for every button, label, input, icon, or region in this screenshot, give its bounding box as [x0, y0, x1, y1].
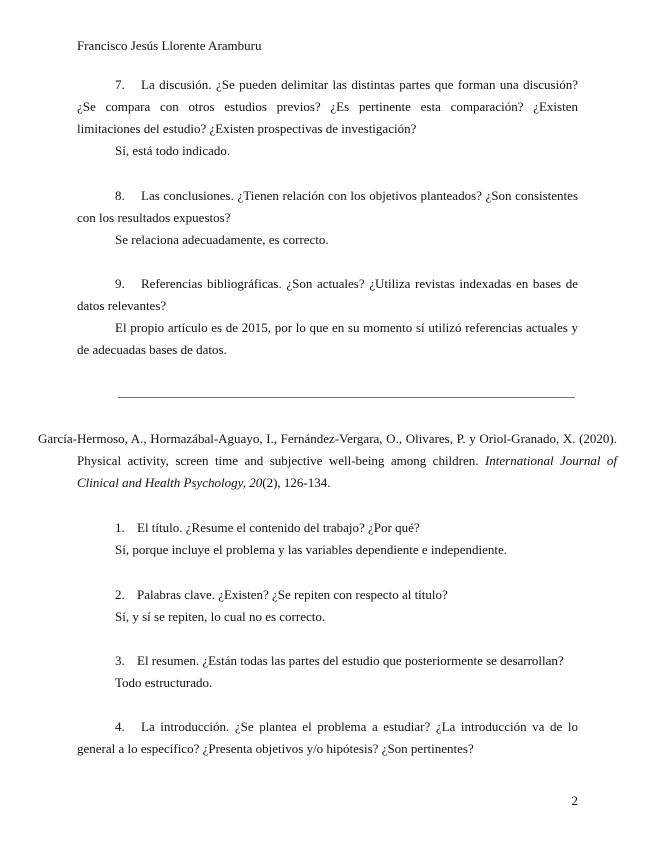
reference-citation [38, 428, 617, 494]
question-text: 7. La discusión. ¿Se pueden delimitar las distintas partes que forman una discusión? ¿Se compara con otros estudios previos? ¿Es pertinente esta comparación? ¿Existen limitaciones del estudio? ¿Existen prospectivas de investigación? [77, 74, 578, 140]
question-text: 9. Referencias bibliográficas. ¿Son actuales? ¿Utiliza revistas indexadas en bases de datos relevantes? [77, 273, 578, 317]
question-text: El título. ¿Resume el contenido del trabajo? ¿Por qué? [137, 520, 420, 535]
header-author: Francisco Jesús Llorente Aramburu [77, 38, 262, 53]
answer-text: Sí, porque incluye el problema y las variables dependiente e independiente. [115, 542, 508, 557]
question-text: 8. Las conclusiones. ¿Tienen relación con los objetivos planteados? ¿Son consistentes con los resultados expuestos? [77, 185, 578, 229]
question-item-7 [77, 74, 578, 162]
citation-issue-pages: (2), 126-134. [262, 475, 331, 490]
question-number: 1. [115, 520, 125, 535]
question-number: 4. [115, 719, 125, 734]
question-text: Palabras clave. ¿Existen? ¿Se repiten con respecto al título? [137, 587, 448, 602]
question-number: 7. [115, 77, 125, 92]
citation-journal: International Journal of Clinical and Health Psychology, 20 [77, 453, 617, 490]
question-number: 2. [115, 587, 125, 602]
question-text: 4. La introducción. ¿Se plantea el problema a estudiar? ¿La introducción va de lo general a lo específico? ¿Presenta objetivos y/o hipótesis? ¿Son pertinentes? [77, 716, 578, 760]
question-number: 3. [115, 653, 125, 668]
question-text: El resumen. ¿Están todas las partes del estudio que posteriormente se desarrollan? [137, 653, 564, 668]
answer-text: Todo estructurado. [115, 675, 213, 690]
question-item-4 [77, 716, 578, 760]
question-item-9 [77, 273, 578, 361]
question-item-2 [115, 584, 448, 606]
page-number: 2 [571, 793, 578, 808]
question-item-1 [115, 517, 420, 539]
answer-text: El propio artículo es de 2015, por lo que en su momento sí utilizó referencias actuales y de adecuadas bases de datos. [77, 320, 578, 357]
answer-text: Sí, está todo indicado. [115, 143, 231, 158]
question-number: 8. [115, 188, 125, 203]
section-divider [118, 397, 575, 398]
question-number: 9. [115, 276, 125, 291]
question-item-8 [77, 185, 578, 251]
answer-text: Se relaciona adecuadamente, es correcto. [115, 232, 329, 247]
answer-text: Sí, y sí se repiten, lo cual no es correcto. [115, 609, 326, 624]
question-item-3 [115, 650, 564, 672]
citation-authors: García-Hermoso, A., Hormazábal-Aguayo, I., Fernández-Vergara, O., Olivares, P. y Oriol-Granado, X. (2020). Physical activity, screen time and subjective well-being among children. [38, 431, 617, 468]
